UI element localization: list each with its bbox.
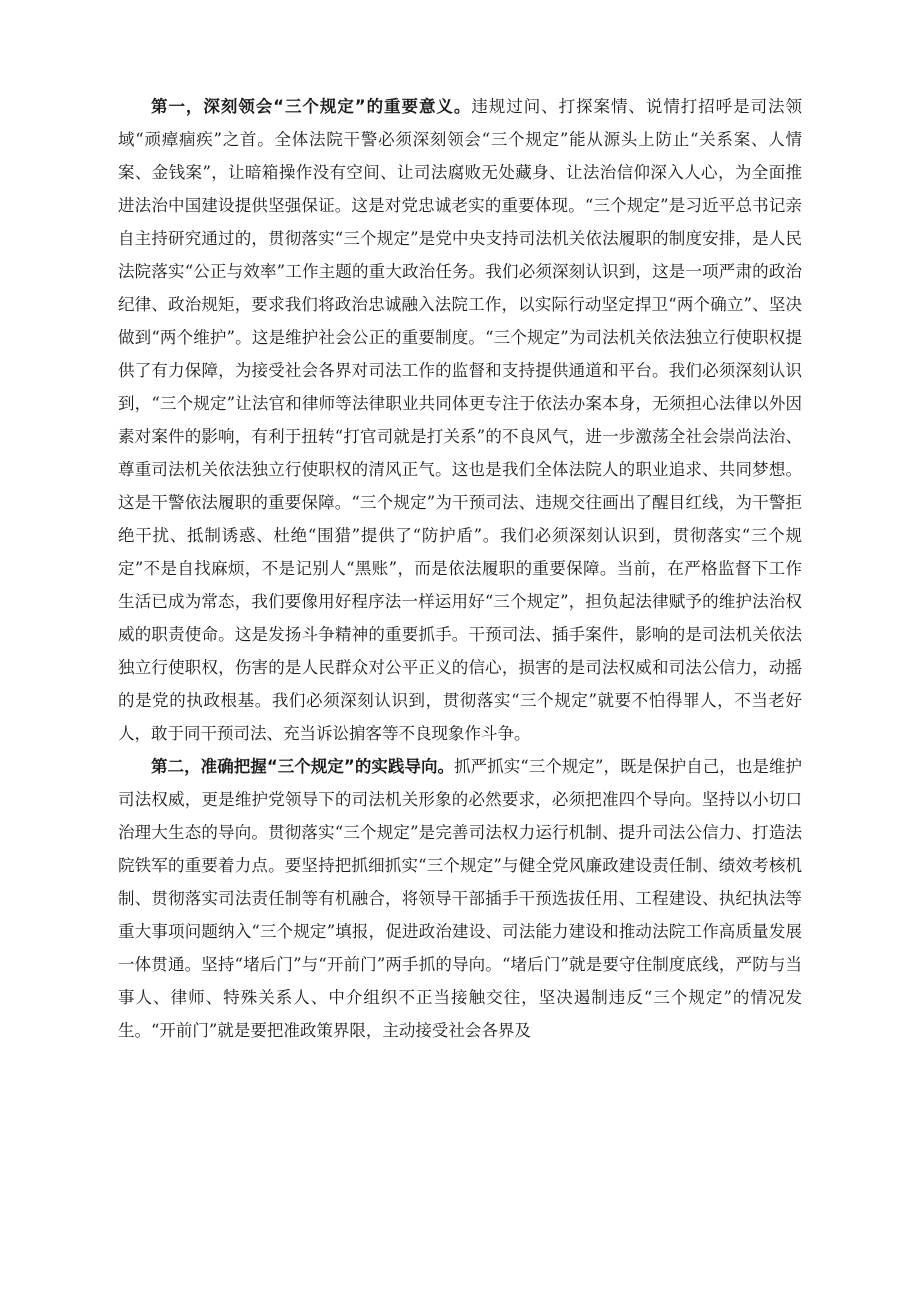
paragraph-2-text: 抓严抓实“三个规定”，既是保护自己，也是维护司法权威，更是维护党领导下的司法机关形象的必然要求，必须把准四个导向。坚持以小切口治理大生态的导向。贯彻落实“三个规定”是完善司法权力运行机制、提升司法公信力、打造法院铁军的重要着力点。要坚持把抓细抓实“三个规定”与健全党风廉政建设责任制、绩效考核机制、贯彻落实司法责任制等有机融合，将领导干部插手干预选拔任用、工程建设、执纪执法等重大事项问题纳入“三个规定”填报，促进政治建设、司法能力建设和推动法院工作高质量发展一体贯通。坚持“堵后门”与“开前门”两手抓的导向。“堵后门”就是要守住制度底线，严防与当事人、律师、特殊关系人、中介组织不正当接触交往，坚决遏制违反“三个规定”的情况发生。“开前门”就是要把准政策界限，主动接受社会各界及	[118, 757, 802, 1040]
paragraph-1-text: 违规过问、打探案情、说情打招呼是司法领域“顽瘴痼疾”之首。全体法院干警必须深刻领会“三个规定”能从源头上防止“关系案、人情案、金钱案”，让暗箱操作没有空间、让司法腐败无处藏身、让法治信仰深入人心，为全面推进法治中国建设提供坚强保证。这是对党忠诚老实的重要体现。“三个规定”是习近平总书记亲自主持研究通过的，贯彻落实“三个规定”是党中央支持司法机关依法履职的制度安排，是人民法院落实“公正与效率”工作主题的重大政治任务。我们必须深刻认识到，这是一项严肃的政治纪律、政治规矩，要求我们将政治忠诚融入法院工作，以实际行动坚定捍卫“两个确立”、坚决做到“两个维护”。这是维护社会公正的重要制度。“三个规定”为司法机关依法独立行使职权提供了有力保障，为接受社会各界对司法工作的监督和支持提供通道和平台。我们必须深刻认识到，“三个规定”让法官和律师等法律职业共同体更专注于依法办案本身，无须担心法律以外因素对案件的影响，有利于扭转“打官司就是打关系”的不良风气，进一步激荡全社会崇尚法治、尊重司法机关依法独立行使职权的清风正气。这也是我们全体法院人的职业追求、共同梦想。这是干警依法履职的重要保障。“三个规定”为干预司法、违规交往画出了醒目红线，为干警拒绝干扰、抵制诱惑、杜绝“围猎”提供了“防护盾”。我们必须深刻认识到，贯彻落实“三个规定”不是自找麻烦，不是记别人“黑账”，而是依法履职的重要保障。当前，在严格监督下工作生活已成为常态，我们要像用好程序法一样运用好“三个规定”，担负起法律赋予的维护法治权威的职责使命。这是发扬斗争精神的重要抓手。干预司法、插手案件，影响的是司法机关依法独立行使职权，伤害的是人民群众对公平正义的信心，损害的是司法权威和司法公信力，动摇的是党的执政根基。我们必须深刻认识到，贯彻落实“三个规定”就要不怕得罪人，不当老好人，敢于同干预司法、充当诉讼掮客等不良现象作斗争。	[118, 97, 802, 743]
document-body	[118, 90, 802, 1047]
paragraph-1	[118, 90, 802, 750]
paragraph-2-heading: 第二，准确把握“三个规定”的实践导向。	[151, 757, 455, 776]
paragraph-1-heading: 第一，深刻领会“三个规定”的重要意义。	[151, 97, 472, 116]
paragraph-2	[118, 750, 802, 1047]
